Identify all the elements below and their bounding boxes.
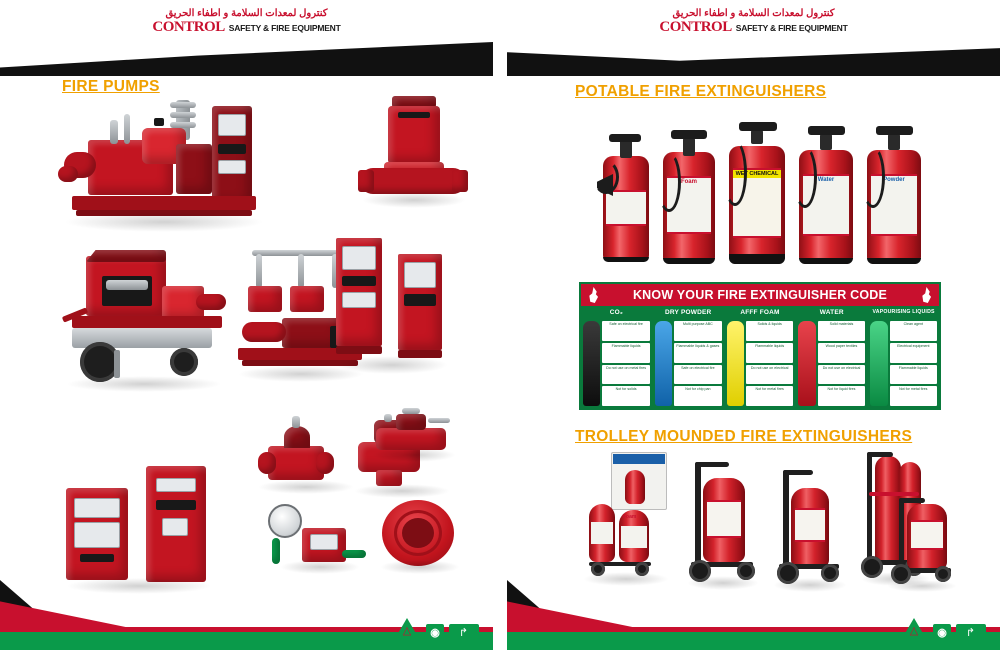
emergency-exit-icon: ↱ [449, 624, 479, 642]
photo-diesel-engine-fire-pump-set [58, 100, 343, 235]
code-column-dry-powder: DRY POWDER Multi purpose ABC Flammable liquids & gases Safe on electrical fire Not for chip pan [653, 306, 725, 408]
trolley-powder-50kg [687, 462, 761, 586]
catalog-page-right [507, 0, 1000, 650]
photo-trailer-mounted-pump [62, 250, 232, 390]
brand-arabic-text-right: كنترول لمعدات السلامة و اطفاء الحريق [672, 8, 835, 19]
photo-trolley-extinguisher-row [583, 452, 953, 592]
photo-pump-controller-panel-upper [336, 238, 456, 386]
photo-control-valve-assembly [372, 408, 462, 464]
fire-point-badge-icon: ◉ [426, 624, 444, 642]
fire-hazard-triangle-icon-right: △ [900, 618, 928, 642]
trolley-co2 [773, 468, 851, 586]
catalog-page-left [0, 0, 493, 650]
photo-portable-extinguisher-row [603, 108, 923, 266]
extinguisher-co2 [603, 134, 649, 262]
photo-fire-hose-reel [378, 498, 464, 576]
brand-name-right: CONTROL [659, 19, 732, 35]
code-column-vapourising-liquids: VAPOURISING LIQUIDS Clean agent Electrical equipment Flammable liquids Not for metal fires [868, 306, 939, 408]
code-chart-header [581, 284, 939, 306]
brand-logo [0, 8, 493, 35]
section-title-potable-fire-extinguishers: POTABLE FIRE EXTINGUISHERS [575, 83, 827, 100]
header-band-right [507, 42, 1000, 76]
brand-logo-right [507, 8, 1000, 35]
footer-left [0, 580, 493, 650]
brand-subtitle: SAFETY & FIRE EQUIPMENT [228, 23, 341, 33]
extinguisher-foam: Foam [663, 130, 715, 264]
footer-right [507, 580, 1000, 650]
header-band-left [0, 42, 493, 76]
flame-icon-left [587, 287, 600, 303]
brand-subtitle-right: SAFETY & FIRE EQUIPMENT [735, 23, 848, 33]
fire-point-badge-icon-right: ◉ [933, 624, 951, 642]
photo-vertical-inline-fire-pump [358, 96, 468, 211]
extinguisher-water: Water [799, 126, 853, 264]
section-title-trolley-mounded-fire-extinguishers: TROLLEY MOUNDED FIRE EXTINGUISHERS [575, 428, 913, 445]
code-column-co2: CO₂ Safe on electrical fire Flammable liquids Do not use on metal fires Not for solids [581, 306, 653, 408]
trolley-powder-large [883, 498, 957, 590]
section-title-fire-pumps: FIRE PUMPS [62, 78, 160, 95]
photo-pressure-gauge-assembly [266, 500, 366, 580]
brand-arabic-text: كنترول لمعدات السلامة و اطفاء الحريق [165, 8, 328, 19]
fire-extinguisher-code-chart [579, 282, 941, 410]
trolley-foam-unit-with-cabinet: Foam [583, 452, 675, 586]
code-column-afff-foam: AFFF FOAM Solids & liquids Flammable liquids Do not use on electrical Not for metal fires [725, 306, 797, 408]
brand-name: CONTROL [152, 19, 225, 35]
code-column-water: WATER Solid materials Wood paper textiles Do not use on electrical Not for liquid fires [796, 306, 868, 408]
photo-pump-controller-panels [66, 460, 216, 590]
flame-icon-right [920, 287, 933, 303]
extinguisher-powder: Powder [867, 126, 921, 264]
code-chart-title: KNOW YOUR FIRE EXTINGUISHER CODE [632, 288, 888, 302]
code-chart-columns [581, 306, 939, 408]
fire-hazard-triangle-icon: △ [393, 618, 421, 642]
extinguisher-wet-chemical: WET CHEMICAL [729, 122, 785, 264]
emergency-exit-icon-right: ↱ [956, 624, 986, 642]
